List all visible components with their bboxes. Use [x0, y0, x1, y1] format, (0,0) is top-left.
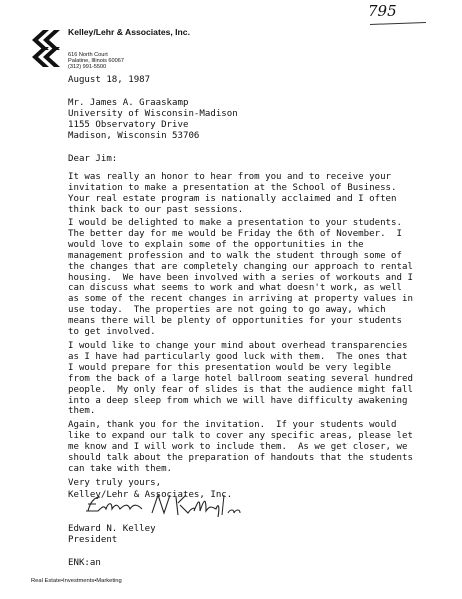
address-street: 616 North Court	[68, 52, 108, 58]
signer-name: Edward N. Kelley	[68, 524, 156, 534]
handwritten-page-number: 795	[368, 2, 428, 26]
handwritten-signature	[82, 489, 242, 519]
address-city: Palatine, Illinois 60067	[68, 58, 124, 65]
handwritten-underline	[370, 22, 426, 25]
letter-date: August 18, 1987	[68, 75, 151, 85]
letterhead-company-name: Kelley/Lehr & Associates, Inc.	[68, 27, 190, 37]
company-logo-icon	[30, 30, 62, 68]
recipient-street: 1155 Observatory Drive	[68, 120, 189, 130]
closing: Very truly yours,	[68, 478, 162, 488]
paragraph-2: I would be delighted to make a presentation to your students. The better day for me would be Friday the 6th of November. I would love to explain some of the opportunities in the management profession and to walk the student through some of the changes that are completely changing our approach to rental housing. We have been involved with a series of workouts and I can discuss what seems to work and what doesn't work, as well as some of the recent changes in arriving at property values in use today. The properties are not going to go away, which means there will be plenty of opportunities for your students to get involved.	[68, 218, 413, 338]
recipient-city: Madison, Wisconsin 53706	[68, 131, 200, 141]
closing-company: Kelley/Lehr & Associates, Inc.	[68, 490, 233, 500]
footer-tagline: Real Estate•Investments•Marketing	[31, 578, 122, 584]
signer-title: President	[68, 535, 118, 545]
paragraph-1: It was really an honor to hear from you and to receive your invitation to make a presentation at the School of Business. Your real estate program is nationally acclaimed and I often think back to our past sessions.	[68, 172, 397, 215]
recipient-organization: University of Wisconsin-Madison	[68, 109, 238, 119]
paragraph-4: Again, thank you for the invitation. If your students would like to expand our talk to cover any specific areas, please let me know and I will work to include them. As we get closer, we should talk about the preparation of handouts that the students can take with them.	[68, 420, 413, 474]
salutation: Dear Jim:	[68, 154, 118, 164]
paragraph-3: I would like to change your mind about overhead transparencies as I have had particularly good luck with them. The ones that I would prepare for this presentation would be very legible from the back of a large hotel ballroom seating several hundred people. My only fear of slides is that the audience might fall into a deep sleep from which we will have difficulty awakening them.	[68, 341, 413, 417]
letterhead-address	[68, 52, 124, 71]
address-phone: (312) 991-5500	[68, 64, 107, 71]
recipient-name: Mr. James A. Graaskamp	[68, 98, 189, 108]
typist-initials: ENK:an	[68, 558, 101, 568]
